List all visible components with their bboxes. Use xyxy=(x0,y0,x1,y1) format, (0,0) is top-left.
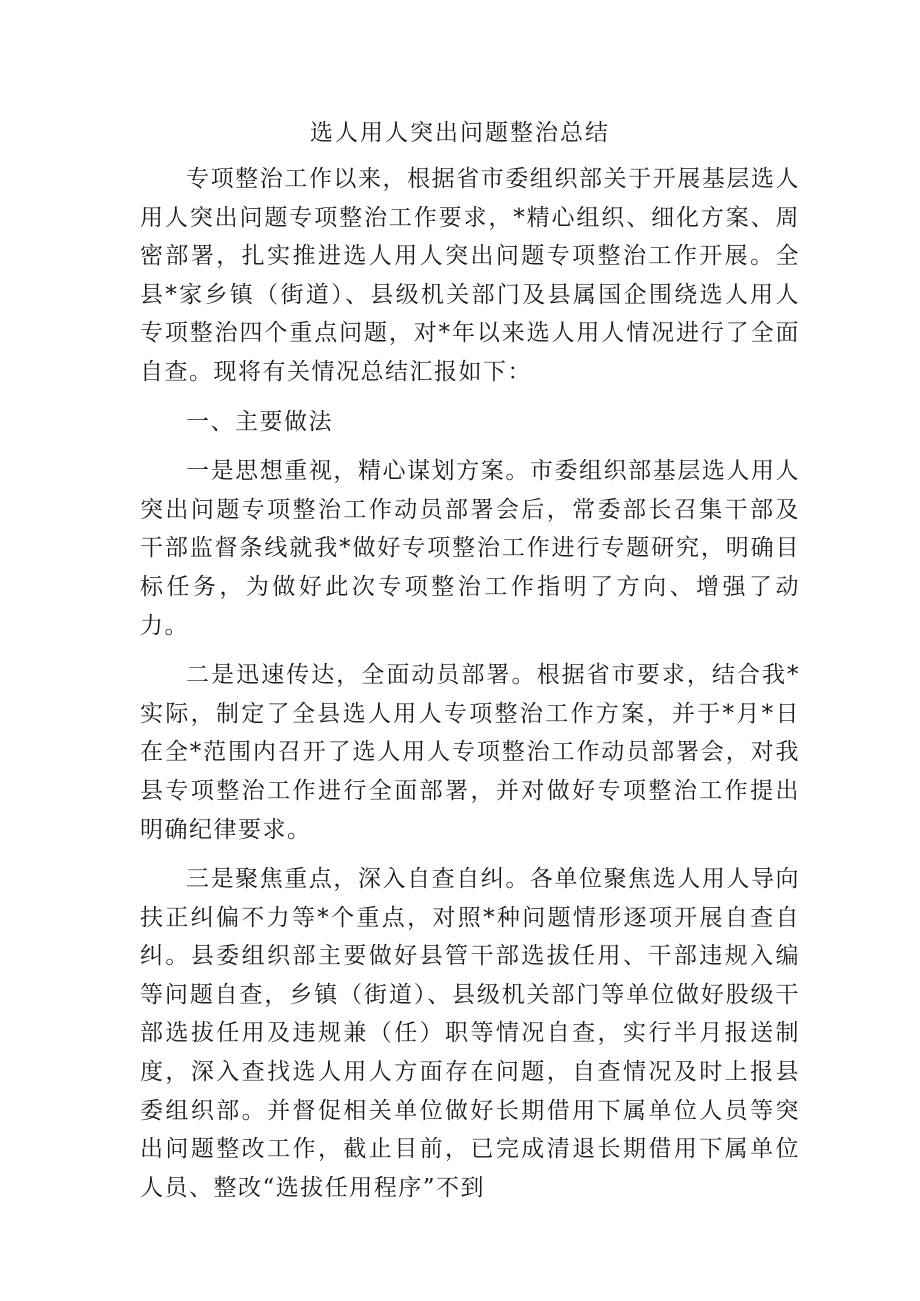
paragraph-point-2: 二是迅速传达，全面动员部署。根据省市要求，结合我*实际，制定了全县选人用人专项整治工作方案，并于*月*日在全*范围内召开了选人用人专项整治工作动员部署会，对我县专项整治工作进行全面部署，并对做好专项整治工作提出明确纪律要求。 xyxy=(140,662,800,843)
section-heading: 一、主要做法 xyxy=(186,408,333,435)
document-title: 选人用人突出问题整治总结 xyxy=(310,120,610,146)
paragraph-point-1: 一是思想重视，精心谋划方案。市委组织部基层选人用人突出问题专项整治工作动员部署会后，常委部长召集干部及干部监督条线就我*做好专项整治工作进行专题研究，明确目标任务，为做好此次专项整治工作指明了方向、增强了动力。 xyxy=(140,458,800,639)
paragraph-point-3: 三是聚焦重点，深入自查自纠。各单位聚焦选人用人导向扶正纠偏不力等*个重点，对照*种问题情形逐项开展自查自纠。县委组织部主要做好县管干部选拔任用、干部违规入编等问题自查，乡镇（街道）、县级机关部门等单位做好股级干部选拔任用及违规兼（任）职等情况自查，实行半月报送制度，深入查找选人用人方面存在问题，自查情况及时上报县委组织部。并督促相关单位做好长期借用下属单位人员等突出问题整改工作，截止目前，已完成清退长期借用下属单位人员、整改“选拔任用程序”不到 xyxy=(140,866,800,1201)
paragraph-intro: 专项整治工作以来，根据省市委组织部关于开展基层选人用人突出问题专项整治工作要求，*精心组织、细化方案、周密部署，扎实推进选人用人突出问题专项整治工作开展。全县*家乡镇（街道）、县级机关部门及县属国企围绕选人用人专项整治四个重点问题，对*年以来选人用人情况进行了全面自查。现将有关情况总结汇报如下： xyxy=(140,166,800,385)
document-body xyxy=(140,160,800,1207)
